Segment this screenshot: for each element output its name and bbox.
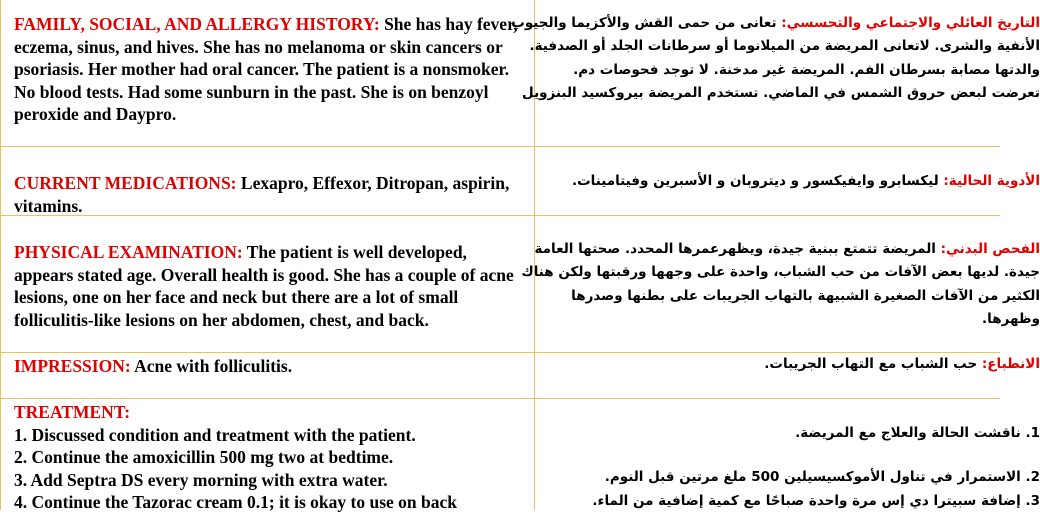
- history-ar-line: الأنفية والشرى. لاتعانى المريضة من الميلانوما أو سرطانات الجلد أو الصدفية.: [529, 38, 1040, 55]
- history-en-heading: FAMILY, SOCIAL, AND ALLERGY HISTORY:: [14, 14, 380, 34]
- exam-en-text: The patient is well developed, appears stated age. Overall health is good. She has a couple of acne lesions, one on her face and neck but there are a lot of small folliculitis-like lesions on her abdomen, chest, and back.: [14, 242, 514, 330]
- history-ar-line: التاريخ العائلي والاجتماعي والتحسسي: تعانى من حمى القش والأكزيما والجيوب: [511, 15, 1040, 31]
- medications-en-text: Lexapro, Effexor, Ditropan, aspirin, vitamins.: [14, 173, 510, 216]
- treatment-item: 2. Continue the amoxicillin 500 mg two at bedtime.: [14, 447, 394, 468]
- treatment-ar-item: 2. الاستمرار في تناول الأموكسيسيلين 500 ملغ مرتين قبل النوم.: [604, 469, 1040, 486]
- exam-en-cell: [14, 241, 530, 331]
- history-ar-cell: [511, 12, 1040, 106]
- exam-ar-line: جيدة. لديها بعض الآفات من حب الشباب، واحدة على وجهها ورقبتها ولكن هناك: [521, 264, 1040, 281]
- history-en-cell: [14, 13, 530, 126]
- exam-ar-line: الفحص البدني: المريضة تتمتع ببنية جيدة، ويظهرعمرها المحدد. صحتها العامة: [534, 241, 1040, 257]
- row-divider: [0, 146, 1000, 147]
- medications-en-heading: CURRENT MEDICATIONS:: [14, 173, 237, 193]
- history-ar-heading: التاريخ العائلي والاجتماعي والتحسسي:: [781, 15, 1040, 31]
- exam-ar-line: وظهرها.: [982, 311, 1040, 328]
- impression-ar-heading: الانطباع:: [981, 356, 1040, 372]
- treatment-ar-cell: [540, 422, 1040, 513]
- exam-en-heading: PHYSICAL EXAMINATION:: [14, 242, 243, 262]
- history-ar-line: تعرضت لبعض حروق الشمس في الماضي. تستخدم المريضة بيروكسيد البنزويل: [522, 85, 1040, 102]
- exam-ar-line: الكثير من الآفات الصغيرة الشبيهة بالتهاب الجريبات على بطنها وصدرها: [571, 287, 1040, 304]
- exam-ar-cell: [521, 238, 1040, 332]
- impression-en-cell: [14, 355, 530, 378]
- medications-ar-cell: [540, 170, 1040, 193]
- impression-en-heading: IMPRESSION:: [14, 356, 131, 376]
- treatment-en-heading: TREATMENT:: [14, 402, 131, 422]
- table-border-left: [0, 0, 1, 510]
- row-divider: [0, 398, 1000, 399]
- treatment-item: 4. Continue the Tazorac cream 0.1; it is okay to use on back: [14, 492, 458, 513]
- history-en-text: She has hay fever, eczema, sinus, and hives. She has no melanoma or skin cancers or psoriasis. Her mother had oral cancer. The patient is a nonsmoker. No blood tests. Had some sunburn in the past. She is on benzoyl peroxide and Daypro.: [14, 14, 518, 125]
- impression-ar-line: الانطباع: حب الشباب مع التهاب الجريبات.: [764, 356, 1040, 372]
- medications-en-cell: [14, 172, 530, 217]
- treatment-item: 1. Discussed condition and treatment with the patient.: [14, 424, 416, 445]
- treatment-ar-item: 1. ناقشت الحالة والعلاج مع المريضة.: [795, 425, 1040, 441]
- medications-ar-line: الأدوية الحالية: ليكسابرو وايفيكسور و ديتروبان و الأسبرين وفيتامينات.: [571, 173, 1040, 189]
- treatment-en-cell: [14, 401, 530, 514]
- history-ar-line: والدتها مصابة بسرطان الفم. المريضة غير مدخنة. لا توجد فحوصات دم.: [573, 61, 1040, 78]
- treatment-ar-item: 3. إضافة سبيترا دي إس مرة واحدة صباحًا مع كمية إضافية من الماء.: [592, 492, 1040, 509]
- treatment-item: 3. Add Septra DS every morning with extra water.: [14, 469, 388, 490]
- impression-ar-cell: [540, 353, 1040, 376]
- exam-ar-heading: الفحص البدني:: [940, 241, 1040, 257]
- medications-ar-heading: الأدوية الحالية:: [943, 173, 1040, 189]
- impression-en-text: Acne with folliculitis.: [130, 356, 293, 376]
